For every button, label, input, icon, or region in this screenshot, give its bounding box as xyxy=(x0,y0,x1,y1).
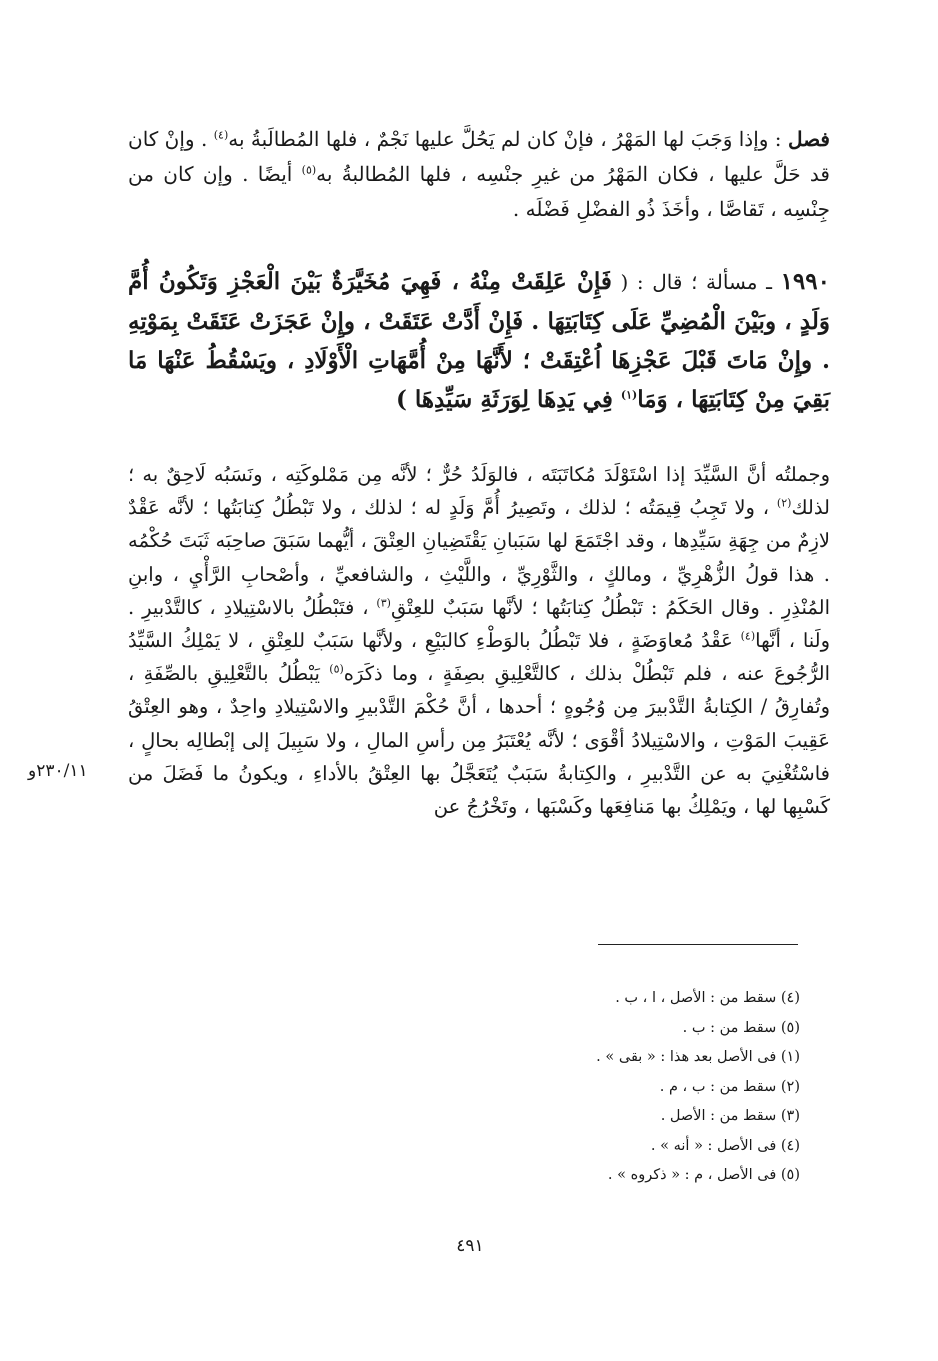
footnote: (١) فى الأصل بعد هذا : « بقى » . xyxy=(596,1049,800,1065)
text-run: عَقْدُ مُعاوَضَةٍ ، فلا تَبْطُلُ بالوَطْءِ كالبَيْعِ ، ولأنَّها سَبَبٌ للعِتْقِ ، لا يَمْلِكُ السَّيِّدُ الرُّجُوعَ عنه ، فلم تَبْطُلْ بذلك ، كالتَّعْلِيقِ بصِفَةٍ ، وما ذكَرَه xyxy=(128,629,830,686)
footnote-marker: (١) xyxy=(620,388,638,402)
footnote: (٢) سقط من : ب ، م . xyxy=(659,1078,800,1095)
footnote-marker: (٤) xyxy=(213,128,229,142)
text-run: يَبْطُلُ بالتَّعْلِيقِ بالصِّفَةِ ، وتُفارِقُ / الكِتابةُ التَّدْبيرَ مِن وُجُوهٍ ؛ أحدها ، أنَّ حُكْمَ التَّدْبيرِ والاسْتِيلادِ واحِدٌ ، وهو العِتْقُ عَقِيبَ المَوْتِ ، والاسْتِيلادُ أقْوَى ؛ لأنَّه يُعْتَبَرُ مِن رأسِ المالِ ، ولا سَبِيلَ إلى إبْطالِه بحالٍ ، فاسْتُغْنِيَ به عن التَّدْبيرِ ، والكِتابةُ سَبَبٌ يُتَعَجَّلُ بها العِتْقُ بالأداءِ ، ويكونُ ما فَضَلَ من كَسْبِها لها ، ويَمْلِكُ بها مَنافِعَها وكَسْبَها ، وتَخْرُجُ عن xyxy=(128,662,830,819)
section-heading: فصل xyxy=(787,127,830,151)
text-run: أيضًا . وإن كان من جِنْسِه ، تَقاصَّا ، وأخَذَ ذُو الفضْلِ فَضْلَه . xyxy=(128,162,830,221)
footnote: (٥) فى الأصل ، م : « ذكروه » . xyxy=(607,1167,800,1183)
commentary-paragraph xyxy=(128,458,830,823)
masala-paragraph xyxy=(128,262,830,419)
footnote-marker: (٢) xyxy=(776,496,792,510)
footnote: (٤) سقط من : الأصل ، ا ، ب . xyxy=(615,990,800,1006)
footnote-marker: (٥) xyxy=(329,662,344,676)
footnote-divider xyxy=(598,944,798,945)
text-run: وجملتُه أنَّ السَّيِّدَ إذا اسْتَوْلَدَ مُكاتَبَتَه ، فالوَلَدُ حُرٌّ ؛ لأنَّه مِن مَمْلوكَتِه ، ونَسَبُه لَاحِقٌ به ؛ لذلك xyxy=(128,463,830,520)
footnote: (٣) سقط من : الأصل . xyxy=(660,1108,800,1124)
text-run: ، ولا تَجِبُ قِيمَتُه ؛ لذلك ، وتَصِيرُ أُمَّ وَلَدٍ له ؛ لذلك ، ولا تَبْطُلُ كِتابَتُها ؛ لأنَّه عَقْدٌ لازِمٌ من جِهَةِ سَيِّدِها ، وقد اجْتَمَعَ لها سَبَبانِ يَقْتَضِيانِ العِتْقَ ، أيُّهما سَبَقَ صاحِبَه ثَبَتَ حُكْمُه . هذا قولُ الزُّهْرِيِّ ، ومالكٍ ، والثَّوْرِيِّ ، واللَّيْثِ ، والشافعيِّ ، وأصْحابِ الرَّأْيِ ، وابنِ المُنْذِرِ . وقال الحَكَمُ : تَبْطُلُ كِتابَتُها ؛ لأنَّها سَبَبٌ للعِتْقِ xyxy=(128,496,831,619)
page-number: ٤٩١ xyxy=(456,1236,484,1256)
footnote: (٥) سقط من : ب . xyxy=(682,1019,800,1036)
text-run: ، فتَبْطُلُ بالاسْتِيلادِ ، كالتَّدْبيرِ . ولَنا ، أنَّها xyxy=(128,595,830,653)
footnote-marker: (٣) xyxy=(376,596,391,610)
issue-number: ١٩٩٠ xyxy=(780,268,830,295)
issue-intro: ـ مسألة ؛ قال : ( xyxy=(611,270,781,294)
text-run: . وإنْ كان قد حَلَّ عليها ، فكان المَهْرُ من غيرِ جنْسِه ، فلها المُطالبةُ به xyxy=(128,127,830,186)
text-run: : وإذا وَجَبَ لها المَهْرُ ، فإنْ كان لم يَحُلَّ عليها نَجْمٌ ، فلها المُطالَبةُ به xyxy=(228,127,788,151)
manuscript-folio-reference: ٢٣٠/١١و xyxy=(28,761,88,781)
footnotes xyxy=(380,984,800,1191)
footnote: (٤) فى الأصل : « أنه » . xyxy=(650,1137,800,1154)
footnote-marker: (٤) xyxy=(740,629,756,643)
footnote-marker: (٥) xyxy=(301,163,317,177)
fasl-paragraph xyxy=(128,122,830,227)
matn-text: فَإِنْ عَلِقَتْ مِنْهُ ، فَهِيَ مُخَيَّرَةٌ بَيْنَ الْعَجْزِ وَتَكُونُ أُمَّ وَلَدٍ ، وبَيْنَ الْمُضِيِّ عَلَى كِتَابَتِهَا . فَإِنْ أَدَّتْ عَتَقَتْ ، وإِنْ عَجَزَتْ عَتَقَتْ بِمَوْتِهِ . وإِنْ مَاتَ قَبْلَ عَجْزِهَا اُعْتِقَتْ ؛ لأَنَّهَا مِنْ أُمَّهَاتِ الْأَوْلَادِ ، ويَسْقُطُ عَنْهَا مَا بَقِيَ مِنْ كِتَابَتِهَا ، وَمَا xyxy=(128,268,830,413)
matn-text: فِي يَدِهَا لِوَرَثَةِ سَيِّدِهَا ) xyxy=(396,386,621,413)
